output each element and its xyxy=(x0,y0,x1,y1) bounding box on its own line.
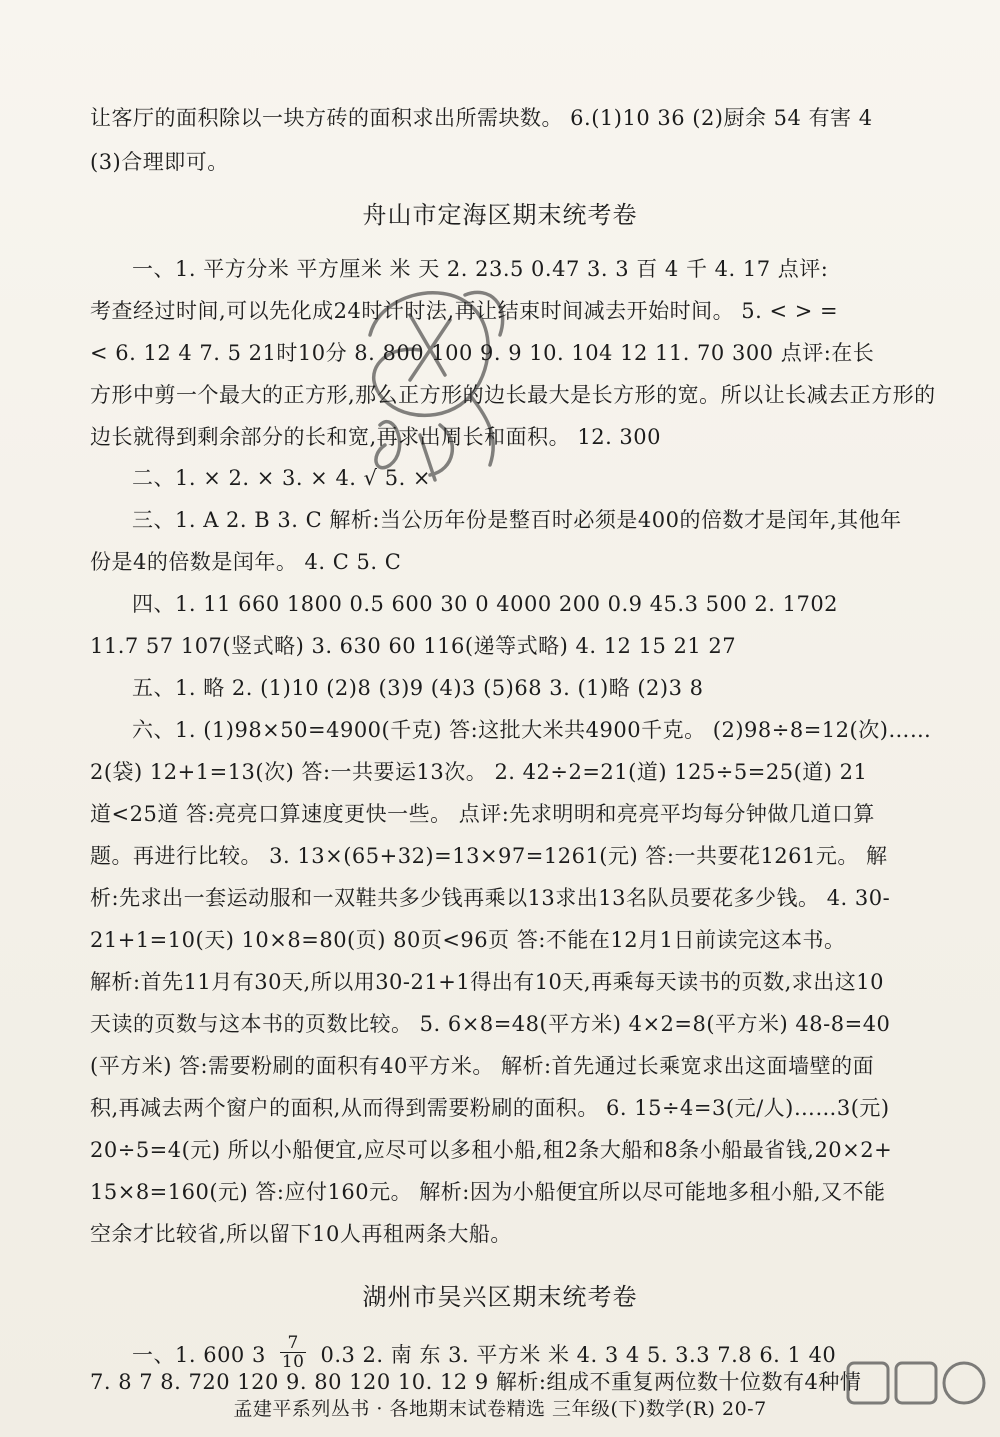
text-line-12: 11.7 57 107(竖式略) 3. 630 60 116(递等式略) 4. 12 15 21 27 xyxy=(90,634,737,658)
text-line-huzhou-2: 7. 8 7 8. 720 120 9. 80 120 10. 12 9 解析:组成不重复两位数十位数有4种情 xyxy=(90,1370,862,1394)
handwritten-stamp-icon xyxy=(350,275,520,495)
text-line-8: 二、1. × 2. × 3. × 4. √ 5. × xyxy=(132,466,432,490)
text-line-19: 21+1=10(天) 10×8=80(页) 80页<96页 答:不能在12月1日前读完这本书。 xyxy=(90,928,846,952)
text-line-10: 份是4的倍数是闰年。 4. C 5. C xyxy=(90,550,402,574)
text-line-18: 析:先求出一套运动服和一双鞋共多少钱再乘以13求出13名队员要花多少钱。 4. 30- xyxy=(90,886,891,910)
text-line-6: 方形中剪一个最大的正方形,那么正方形的边长最大是长方形的宽。所以让长减去正方形的 xyxy=(90,383,936,407)
section-title-zhoushan: 舟山市定海区期末统考卷 xyxy=(362,201,638,229)
page-footer: 孟建平系列丛书 · 各地期末试卷精选 三年级(下)数学(R) 20-7 xyxy=(233,1398,767,1420)
huzhou-line-prefix: 一、1. 600 3 xyxy=(132,1343,266,1367)
text-line-22: (平方米) 答:需要粉刷的面积有40平方米。 解析:首先通过长乘宽求出这面墙壁的面 xyxy=(90,1054,875,1078)
text-line-7: 边长就得到剩余部分的长和宽,再求出周长和面积。 12. 300 xyxy=(90,425,662,449)
text-line-9: 三、1. A 2. B 3. C 解析:当公历年份是整百时必须是400的倍数才是闰年,其他年 xyxy=(132,508,902,532)
text-line-21: 天读的页数与这本书的页数比较。 5. 6×8=48(平方米) 4×2=8(平方米) 48-8=40 xyxy=(90,1012,891,1036)
text-line-24: 20÷5=4(元) 所以小船便宜,应尽可以多租小船,租2条大船和8条小船最省钱,20×2+ xyxy=(90,1138,893,1162)
text-line-11: 四、1. 11 660 1800 0.5 600 30 0 4000 200 0.9 45.3 500 2. 1702 xyxy=(132,592,839,616)
fraction xyxy=(280,1334,307,1371)
text-line-2: (3)合理即可。 xyxy=(90,150,229,174)
text-line-16: 道<25道 答:亮亮口算速度更快一些。 点评:先求明明和亮亮平均每分钟做几道口算 xyxy=(90,802,875,826)
text-line-13: 五、1. 略 2. (1)10 (2)8 (3)9 (4)3 (5)68 3. (1)略 (2)3 8 xyxy=(132,676,704,700)
fraction-numerator: 7 xyxy=(280,1334,307,1353)
text-line-25: 15×8=160(元) 答:应付160元。 解析:因为小船便宜所以尽可能地多租小船,又不能 xyxy=(90,1180,886,1204)
fraction-denominator: 10 xyxy=(281,1352,305,1372)
text-line-23: 积,再减去两个窗户的面积,从而得到需要粉刷的面积。 6. 15÷4=3(元/人)……3(元) xyxy=(90,1096,890,1120)
text-line-1: 让客厅的面积除以一块方砖的面积求出所需块数。 6.(1)10 36 (2)厨余 54 有害 4 xyxy=(90,106,873,130)
huzhou-line-suffix: 0.3 2. 南 东 3. 平方米 米 4. 3 4 5. 3.3 7.8 6. 1 40 xyxy=(320,1343,837,1367)
text-line-4: 考查经过时间,可以先化成24时计时法,再让结束时间减去开始时间。 5. < > = xyxy=(90,299,839,323)
text-line-20: 解析:首先11月有30天,所以用30-21+1得出有10天,再乘每天读书的页数,求出这10 xyxy=(90,970,884,994)
text-line-14: 六、1. (1)98×50=4900(千克) 答:这批大米共4900千克。 (2)98÷8=12(次)…… xyxy=(132,718,932,742)
section-title-huzhou: 湖州市吴兴区期末统考卷 xyxy=(362,1283,638,1311)
text-line-5: < 6. 12 4 7. 5 21时10分 8. 800 100 9. 9 10. 104 12 11. 70 300 点评:在长 xyxy=(90,341,875,365)
text-line-15: 2(袋) 12+1=13(次) 答:一共要运13次。 2. 42÷2=21(道) 125÷5=25(道) 21 xyxy=(90,760,868,784)
text-line-3: 一、1. 平方分米 平方厘米 米 天 2. 23.5 0.47 3. 3 百 4 千 4. 17 点评: xyxy=(132,257,829,281)
answer-circle-logo-icon xyxy=(842,1359,992,1431)
text-line-26: 空余才比较省,所以留下10人再租两条大船。 xyxy=(90,1222,512,1246)
text-line-17: 题。再进行比较。 3. 13×(65+32)=13×97=1261(元) 答:一共要花1261元。 解 xyxy=(90,844,888,868)
